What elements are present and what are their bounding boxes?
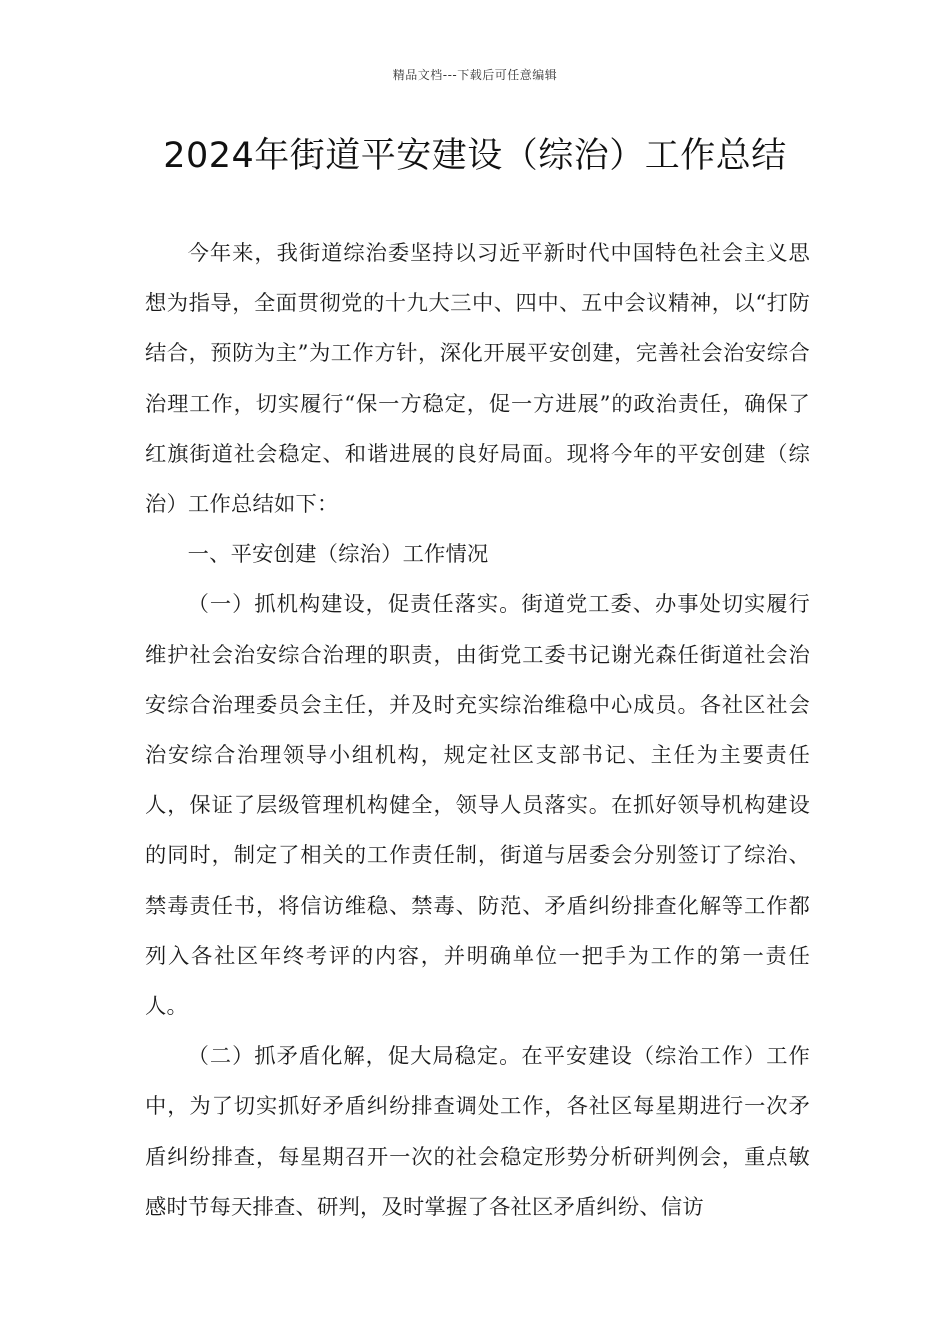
- section-heading-1: 一、平安创建（综治）工作情况: [187, 542, 489, 568]
- header-note: 精品文档---下载后可任意编辑: [392, 68, 558, 82]
- paragraph-subsection-2: （二）抓矛盾化解，促大局稳定。在平安建设（综治工作）工作中，为了切实抓好矛盾纠纷排查调处工作，各社区每星期进行一次矛盾纠纷排查，每星期召开一次的社会稳定形势分析研判例会，重点敏感时节每天排查、研判，及时掌握了各社区矛盾纠纷、信访: [145, 1044, 810, 1220]
- document-title: 2024年街道平安建设（综治）工作总结: [163, 136, 787, 176]
- document-body: [145, 229, 810, 1233]
- paragraph-subsection-1: （一）抓机构建设，促责任落实。街道党工委、办事处切实履行维护社会治安综合治理的职责，由街党工委书记谢光森任街道社会治安综合治理委员会主任，并及时充实综治维稳中心成员。各社区社会治安综合治理领导小组机构，规定社区支部书记、主任为主要责任人，保证了层级管理机构健全，领导人员落实。在抓好领导机构建设的同时，制定了相关的工作责任制，街道与居委会分别签订了综治、禁毒责任书，将信访维稳、禁毒、防范、矛盾纠纷排查化解等工作都列入各社区年终考评的内容，并明确单位一把手为工作的第一责任人。: [145, 592, 810, 1020]
- paragraph-intro: 今年来，我街道综治委坚持以习近平新时代中国特色社会主义思想为指导，全面贯彻党的十九大三中、四中、五中会议精神，以“打防结合，预防为主”为工作方针，深化开展平安创建，完善社会治安综合治理工作，切实履行“保一方稳定，促一方进展”的政治责任，确保了红旗街道社会稳定、和谐进展的良好局面。现将今年的平安创建（综治）工作总结如下：: [145, 241, 810, 518]
